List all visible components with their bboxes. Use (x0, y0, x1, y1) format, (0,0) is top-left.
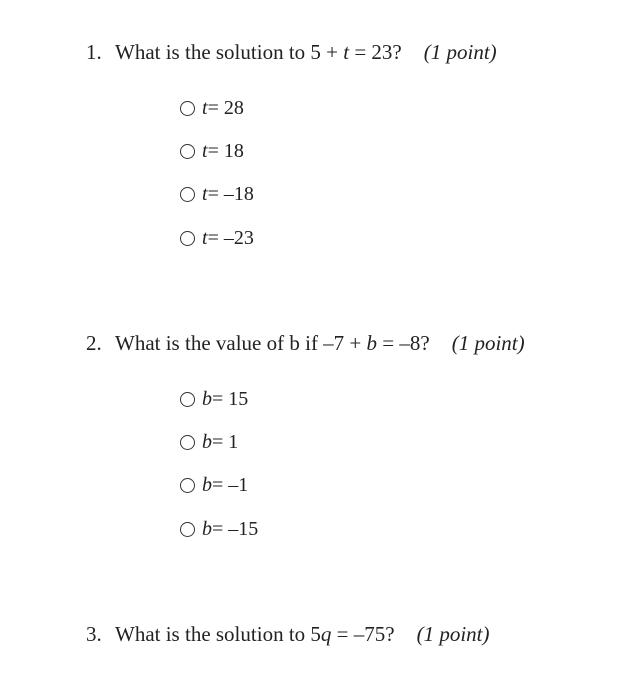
option-value: = 1 (212, 431, 239, 453)
option-variable: b (202, 431, 212, 453)
answer-option-1b[interactable] (180, 140, 244, 162)
question-3-prompt (86, 622, 489, 646)
option-variable: t (202, 227, 208, 249)
question-2-prompt (86, 331, 525, 355)
option-value: = –18 (207, 183, 254, 205)
option-value: = –15 (212, 518, 259, 540)
answer-option-1d[interactable] (180, 227, 254, 249)
question-number: 2. (86, 331, 102, 355)
radio-button[interactable] (180, 187, 195, 202)
radio-button[interactable] (180, 231, 195, 246)
option-variable: t (202, 183, 208, 205)
option-value: = –23 (207, 227, 254, 249)
answer-option-1a[interactable] (180, 97, 244, 119)
question-text: What is the solution to 5q = –75? (115, 622, 395, 646)
radio-button[interactable] (180, 478, 195, 493)
question-points: (1 point) (423, 40, 497, 64)
option-variable: b (202, 518, 212, 540)
option-value: = 15 (212, 388, 249, 410)
option-variable: b (202, 474, 212, 496)
answer-option-2c[interactable] (180, 474, 248, 496)
question-points: (1 point) (416, 622, 490, 646)
option-value: = 28 (207, 97, 244, 119)
math-variable: t (343, 40, 350, 64)
question-number: 1. (86, 40, 102, 64)
radio-button[interactable] (180, 522, 195, 537)
answer-option-2b[interactable] (180, 431, 238, 453)
option-variable: t (202, 140, 208, 162)
question-1-prompt (86, 40, 497, 64)
radio-button[interactable] (180, 392, 195, 407)
option-variable: b (202, 388, 212, 410)
radio-button[interactable] (180, 101, 195, 116)
answer-option-1c[interactable] (180, 183, 254, 205)
option-value: = –1 (212, 474, 249, 496)
radio-button[interactable] (180, 144, 195, 159)
radio-button[interactable] (180, 435, 195, 450)
option-value: = 18 (207, 140, 244, 162)
question-text: What is the value of b if –7 + b = –8? (115, 331, 430, 355)
option-variable: t (202, 97, 208, 119)
question-number: 3. (86, 622, 102, 646)
math-variable: b (366, 331, 378, 355)
question-points: (1 point) (451, 331, 525, 355)
answer-option-2a[interactable] (180, 388, 248, 410)
math-variable: q (320, 622, 332, 646)
answer-option-2d[interactable] (180, 518, 258, 540)
question-text: What is the solution to 5 + t = 23? (115, 40, 402, 64)
